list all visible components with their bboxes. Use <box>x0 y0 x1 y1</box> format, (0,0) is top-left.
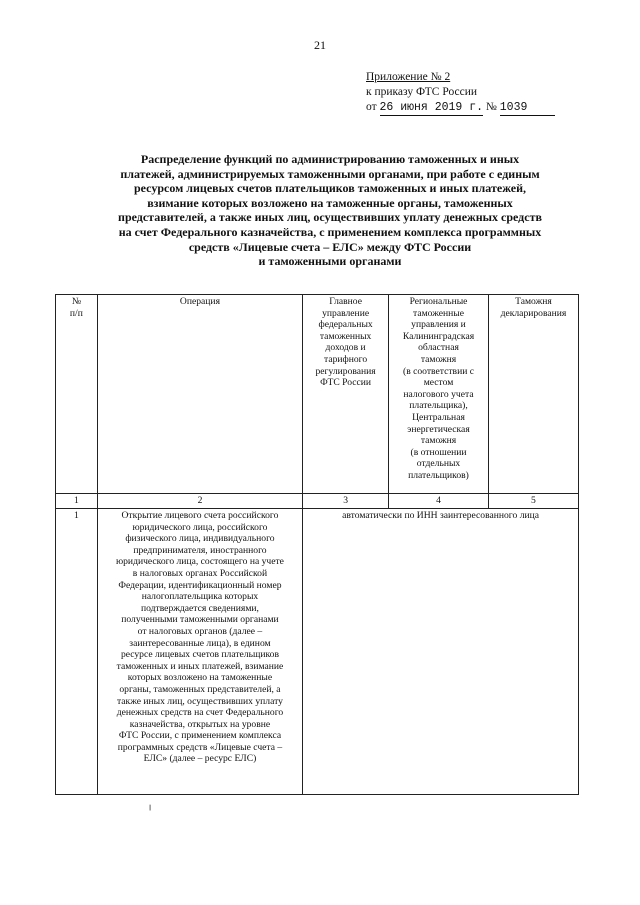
header-col4-line: (в отношении <box>410 446 467 458</box>
operation-line: которых возложено на таможенные <box>127 672 273 684</box>
header-col4-line: энергетическая <box>407 423 470 435</box>
operation-line: от налоговых органов (далее – <box>137 625 263 637</box>
operation-line: ЕЛС» (далее – ресурс ЕЛС) <box>143 753 257 765</box>
operation-line: денежных средств на счет Федерального <box>116 707 284 719</box>
operation-line: ресурсе лицевых счетов плательщиков <box>120 649 279 661</box>
header-operation <box>97 295 302 494</box>
operation-line: таможенных и иных платежей, взимание <box>116 660 284 672</box>
header-col4-line: плательщиков) <box>408 469 469 481</box>
title-line: ресурсом лицевых счетов плательщиков таможенных и иных платежей, <box>134 181 526 196</box>
header-number-line: № <box>71 296 81 307</box>
appendix-order-ref: к приказу ФТС России <box>366 86 477 98</box>
title-line: платежей, администрируемых таможенными органами, при работе с единым <box>120 166 540 181</box>
header-col4-line: налогового учета <box>403 388 474 400</box>
title-line: и таможенными органами <box>258 254 402 269</box>
header-col3-line: тарифного <box>324 353 368 365</box>
operation-line: юридического лица, состоящего на учете <box>115 556 284 568</box>
operation-line: программных средств «Лицевые счета – <box>117 741 283 753</box>
operation-line: ФТС России, с применением комплекса <box>118 730 282 742</box>
column-index: 4 <box>389 494 489 509</box>
appendix-title: Приложение № 2 <box>366 71 451 83</box>
title-line: Распределение функций по администрированию таможенных и иных <box>140 152 520 166</box>
row-number: 1 <box>56 509 98 795</box>
header-col3-line: федеральных <box>318 319 373 331</box>
operation-line: Открытие лицевого счета российского <box>121 510 279 521</box>
column-index-row <box>56 494 579 509</box>
header-main-directorate <box>303 295 389 494</box>
header-col4-line: управления и <box>411 319 466 331</box>
header-operation-line: Операция <box>179 296 220 307</box>
header-col4-line: областная <box>418 342 459 354</box>
title-line: на счет Федерального казначейства, с применением комплекса программных <box>118 224 542 239</box>
operation-line: заинтересованные лица), в едином <box>129 637 271 649</box>
header-col5-line: декларирования <box>500 307 567 319</box>
page-number: 21 <box>314 38 326 52</box>
title-line: взимание которых возложено на таможенные органы, таможенных <box>147 195 513 210</box>
header-declaration-customs <box>488 295 578 494</box>
header-col3-line: доходов и <box>325 342 366 354</box>
appendix-number: 1039 <box>500 100 556 116</box>
header-number-line: п/п <box>69 307 83 319</box>
appendix-date-prefix: от <box>366 101 377 113</box>
header-col3-line: ФТС России <box>320 377 372 389</box>
operation-line: также иных лиц, осуществивших уплату <box>116 695 283 707</box>
operation-line: подтверждается сведениями, <box>140 602 259 614</box>
header-col3-line: управление <box>322 307 370 319</box>
column-index: 5 <box>488 494 578 509</box>
header-col4-line: таможенные <box>413 307 464 319</box>
operation-line: в налоговых органах Российской <box>132 567 268 579</box>
header-col4-line: таможня <box>420 353 457 365</box>
header-col4-line: Региональные <box>409 296 468 307</box>
merged-responsibility-cell: автоматически по ИНН заинтересованного лица <box>303 509 579 795</box>
functions-table <box>55 294 579 795</box>
operation-line: юридического лица, российского <box>132 521 268 533</box>
header-col3-line: Главное <box>329 296 362 307</box>
header-col3-line: регулирования <box>315 365 376 377</box>
appendix-date: 26 июня 2019 г. <box>379 101 484 114</box>
title-line: средств «Лицевые счета – ЕЛС» между ФТС России <box>188 239 472 254</box>
header-col4-line: Центральная <box>412 411 465 423</box>
appendix-date-line <box>366 100 596 116</box>
header-col4-line: (в соответствии с <box>403 365 474 377</box>
header-col4-line: таможня <box>420 435 457 447</box>
appendix-header <box>366 70 596 116</box>
header-col4-line: Калининградская <box>402 330 475 342</box>
column-index: 3 <box>303 494 389 509</box>
operation-line: физического лица, индивидуального <box>125 533 275 545</box>
header-col4-line: отдельных <box>416 458 461 470</box>
header-col4-line: плательщика), <box>409 400 468 412</box>
operation-line: казначейства, открытых на уровне <box>129 718 271 730</box>
operation-line: налогоплательщика которых <box>141 591 259 603</box>
margin-tick-mark: ╷ <box>147 800 154 811</box>
document-title <box>70 152 590 269</box>
header-col3-line: таможенных <box>319 330 372 342</box>
header-number <box>56 295 98 494</box>
operation-line: предпринимателя, иностранного <box>133 544 267 556</box>
operation-line: органы, таможенных представителей, а <box>119 683 281 695</box>
operation-description <box>97 509 302 795</box>
operation-line: полученными таможенными органами <box>121 614 279 626</box>
header-col4-line: местом <box>423 377 454 389</box>
column-index: 2 <box>97 494 302 509</box>
title-line: представителей, а также иных лиц, осуществивших уплату денежных средств <box>118 210 542 225</box>
table-header-row <box>56 295 579 494</box>
table-row <box>56 509 579 795</box>
header-regional-directorates <box>389 295 489 494</box>
operation-line: Федерации, идентификационный номер <box>118 579 282 591</box>
column-index: 1 <box>56 494 98 509</box>
appendix-number-sign: № <box>485 101 497 113</box>
header-col5-line: Таможня <box>515 296 552 307</box>
